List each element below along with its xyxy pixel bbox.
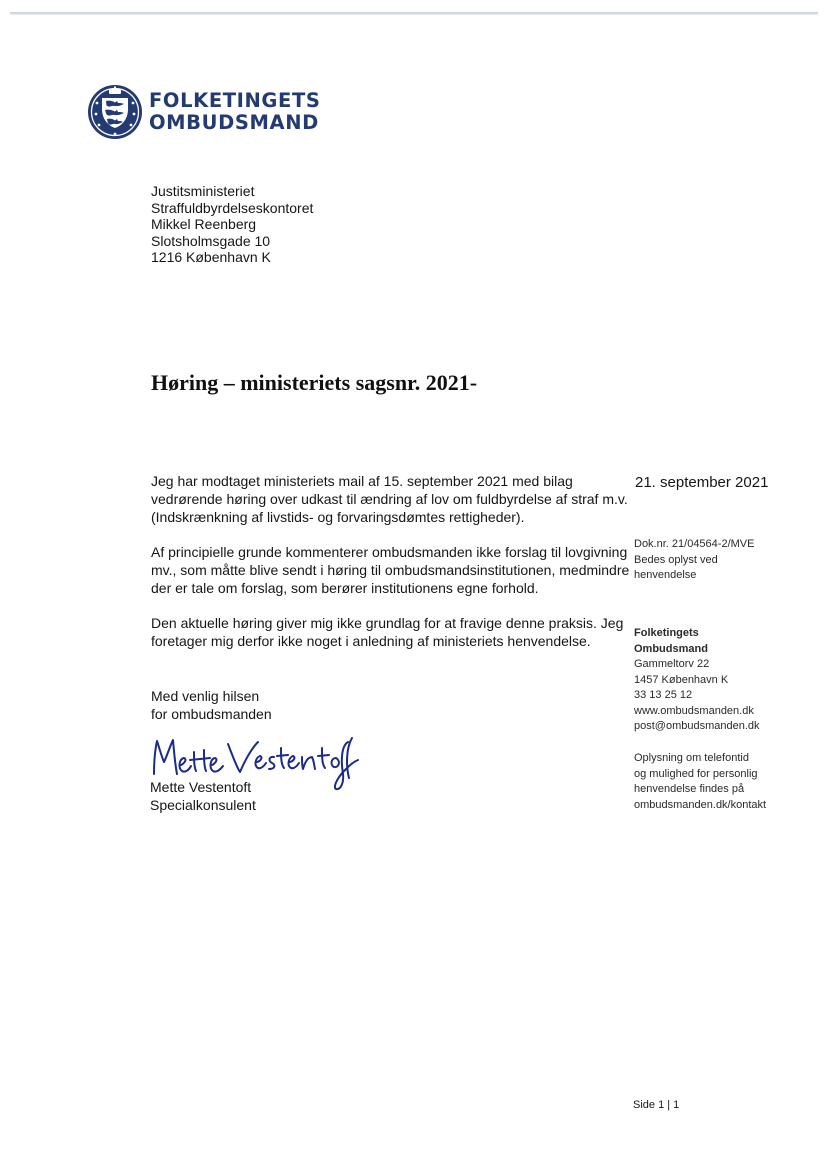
logo-line-1: FOLKETINGETS (149, 89, 321, 112)
address-line: 1216 København K (151, 249, 271, 265)
address-line: Mikkel Reenberg (151, 216, 257, 232)
org-name: Ombudsmand (634, 642, 708, 655)
letter-title: Høring – ministeriets sagsnr. 2021- (151, 370, 478, 395)
coat-of-arms-icon (87, 84, 143, 140)
address-line: Straffuldbyrdelseskontoret (151, 199, 314, 216)
org-website: www.ombudsmanden.dk (634, 704, 754, 717)
signer-block (150, 778, 256, 814)
letterhead-logo (87, 84, 337, 140)
info-line: og mulighed for personlig (634, 767, 758, 780)
paragraph-3: Den aktuelle høring giver mig ikke grundlag for at fravige denne praksis. Jeg foretager mig derfor ikke noget i anledning af ministeriets henvendelse. (151, 615, 624, 649)
document-reference (634, 537, 754, 584)
address-line: Justitsministeriet (151, 183, 255, 199)
org-city: 1457 København K (634, 673, 729, 686)
info-line: henvendelse findes på (634, 783, 745, 795)
org-phone: 33 13 25 12 (634, 689, 693, 701)
info-line: ombudsmanden.dk/kontakt (634, 798, 767, 811)
doc-note: Bedes oplyst ved (634, 553, 718, 566)
paragraph-2: Af principielle grunde kommenterer ombudsmanden ikke forslag til lovgivning mv., som måtte blive sendt i høring til ombudsmandsinstitutionen, medmindre der er tale om forslag, som berører institutionens egne forhold. (151, 544, 630, 596)
page-number: Side 1 | 1 (633, 1099, 680, 1111)
address-line: Slotsholmsgade 10 (151, 232, 271, 249)
doc-note: henvendelse (634, 569, 697, 581)
logo-line-2: OMBUDSMAND (149, 111, 319, 134)
org-name: Folketingets (634, 627, 699, 639)
letter-body (151, 472, 630, 667)
signer-name: Mette Vestentoft (150, 779, 252, 795)
greeting: Med venlig hilsen (151, 688, 260, 704)
recipient-address (151, 183, 313, 266)
org-email: post@ombudsmanden.dk (634, 720, 760, 732)
info-line: Oplysning om telefontid (634, 752, 749, 764)
doc-number: Dok.nr. 21/04564-2/MVE (634, 538, 755, 550)
signer-role: Specialkonsulent (150, 797, 256, 813)
paragraph-1: Jeg har modtaget ministeriets mail af 15. september 2021 med bilag vedrørende høring over udkast til ændring af lov om fuldbyrdelse af straf m.v. (Indskrænkning af livstids- og forvaringsdømtes rettigheder). (151, 473, 628, 525)
sender-contact (634, 626, 760, 735)
on-behalf: for ombudsmanden (151, 706, 272, 722)
letter-date: 21. september 2021 (635, 474, 769, 491)
scan-edge (10, 12, 818, 15)
contact-info-note (634, 751, 766, 813)
closing-block (151, 687, 272, 723)
org-street: Gammeltorv 22 (634, 658, 710, 670)
